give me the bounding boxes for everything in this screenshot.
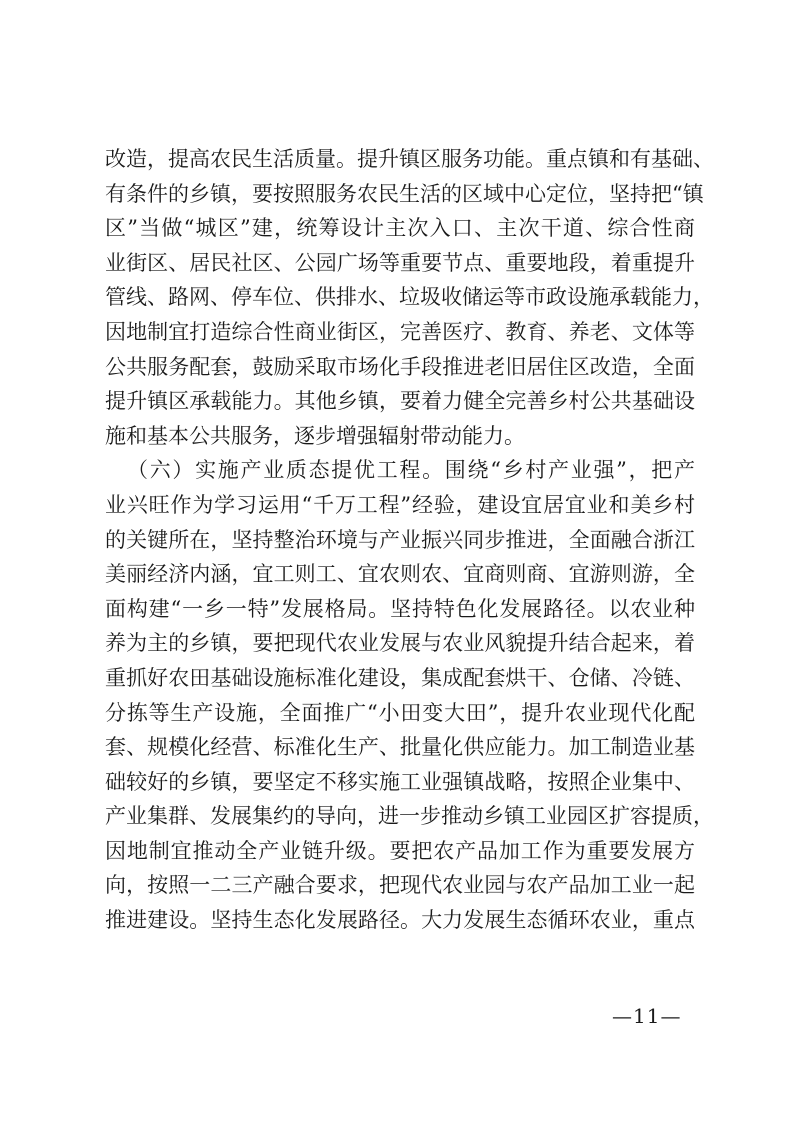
text-line: 美丽经济内涵，宜工则工、宜农则农、宜商则商、宜游则游，全 [105, 562, 695, 587]
text-line: 施和基本公共服务，逐步增强辐射带动能力。 [105, 423, 525, 448]
text-line: 因地制宜推动全产业链升级。要把农产品加工作为重要发展方 [105, 838, 695, 863]
text-line: 养为主的乡镇，要把现代农业发展与农业风貌提升结合起来，着 [105, 631, 695, 656]
section-heading-line: （六）实施产业质态提优工程。围绕“乡村产业强”，把产 [127, 458, 695, 483]
text-line: 有条件的乡镇，要按照服务农民生活的区域中心定位，坚持把“镇 [105, 181, 704, 206]
text-line: 础较好的乡镇，要坚定不移实施工业强镇战略，按照企业集中、 [105, 769, 695, 794]
text-line: 向，按照一二三产融合要求，把现代农业园与农产品加工业一起 [105, 873, 695, 898]
text-line: 产业集群、发展集约的导向，进一步推动乡镇工业园区扩容提质， [105, 804, 714, 829]
text-line: 套、规模化经营、标准化生产、批量化供应能力。加工制造业基 [105, 735, 695, 760]
text-line: 提升镇区承载能力。其他乡镇，要着力健全完善乡村公共基础设 [105, 389, 695, 414]
text-line: 面构建“一乡一特”发展格局。坚持特色化发展路径。以农业种 [105, 596, 695, 621]
text-line: 管线、路网、停车位、供排水、垃圾收储运等市政设施承载能力， [105, 285, 714, 310]
text-line: 的关键所在，坚持整治环境与产业振兴同步推进，全面融合浙江 [105, 527, 695, 552]
text-line: 改造，提高农民生活质量。提升镇区服务功能。重点镇和有基础、 [105, 147, 714, 171]
body-text [105, 142, 714, 938]
text-line: 业街区、居民社区、公园广场等重要节点、重要地段，着重提升 [105, 250, 695, 275]
text-line: 分拣等生产设施，全面推广“小田变大田”，提升农业现代化配 [105, 700, 695, 725]
text-line: 重抓好农田基础设施标准化建设，集成配套烘干、仓储、冷链、 [105, 665, 695, 690]
text-line: 区”当做“城区”建，统筹设计主次入口、主次干道、综合性商 [105, 216, 695, 241]
text-line: 推进建设。坚持生态化发展路径。大力发展生态循环农业，重点 [105, 908, 695, 933]
text-line: 公共服务配套，鼓励采取市场化手段推进老旧居住区改造，全面 [105, 354, 695, 379]
page-number: —11— [612, 1004, 682, 1028]
text-line: 因地制宜打造综合性商业街区，完善医疗、教育、养老、文体等 [105, 319, 695, 344]
text-line: 业兴旺作为学习运用“千万工程”经验，建设宜居宜业和美乡村 [105, 492, 695, 517]
